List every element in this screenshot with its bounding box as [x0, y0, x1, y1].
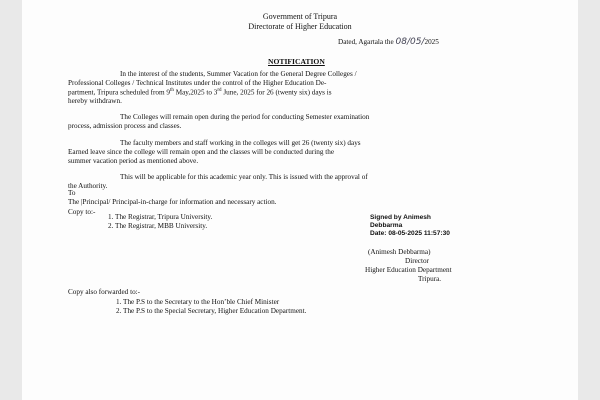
- header-directorate: Directorate of Higher Education: [248, 22, 352, 31]
- para2-line1: The Colleges will remain open during the period for conducting Semester examination: [120, 113, 370, 121]
- date-day: 08: [395, 37, 407, 47]
- date-line: Dated, Agartala the 08/05/2025: [338, 37, 439, 47]
- date-month: 05: [409, 37, 422, 47]
- digital-signature: [370, 214, 450, 238]
- to-label: To: [68, 189, 76, 197]
- para2-line2: process, admission process and classes.: [68, 122, 182, 130]
- copy-forwarded-item-2: 2. The P.S to the Special Secretary, Higher Education Department.: [116, 307, 307, 315]
- signature-line-1: Signed by Animesh: [370, 214, 431, 221]
- copy-forwarded-label: Copy also forwarded to:-: [68, 288, 141, 296]
- copy-forwarded-item-1: 1. The P.S to the Secretary to the Hon’ble Chief Minister: [116, 298, 280, 306]
- copy-to-label: Copy to:-: [68, 208, 96, 216]
- para3-line3: summer vacation period as mentioned above.: [68, 157, 199, 165]
- header-government: Government of Tripura: [262, 12, 338, 21]
- signatory-place: Tripura.: [418, 275, 442, 283]
- para4-line1: This will be applicable for this academic year only. This is issued with the approval of: [120, 173, 368, 181]
- signatory-designation: Director: [405, 257, 429, 265]
- signature-line-2: Debbarma: [370, 222, 403, 229]
- para3-line2: Earned leave since the college will remain open and the classes will be conducted during the: [68, 148, 335, 156]
- para1-line4: hereby withdrawn.: [68, 97, 122, 105]
- para3-line1: The faculty members and staff working in the colleges will get 26 (twenty six) days: [120, 139, 361, 147]
- notification-title: NOTIFICATION: [268, 57, 325, 66]
- para4-line2: the Authority.: [68, 182, 108, 190]
- para1-line2: Professional Colleges / Technical Institutes under the control of the Higher Education De-: [68, 79, 327, 87]
- signatory-department: Higher Education Department: [365, 266, 452, 274]
- document-page: [22, 0, 578, 400]
- copy-to-item-2: 2. The Registrar, MBB University.: [108, 222, 208, 230]
- signature-line-3: Date: 08-05-2025 11:57:30: [370, 230, 450, 237]
- signatory-name: (Animesh Debbarma): [368, 248, 431, 256]
- date-year: 2025: [424, 38, 439, 46]
- to-line: The |Principal/ Principal-in-charge for information and necessary action.: [68, 198, 277, 206]
- para1-line1: In the interest of the students, Summer Vacation for the General Degree Colleges /: [120, 70, 357, 78]
- para1-line3: partment, Tripura scheduled from 9th May,2025 to 3rd June, 2025 for 26 (twenty six) days is: [68, 88, 332, 97]
- copy-to-item-1: 1. The Registrar, Tripura University.: [108, 213, 213, 221]
- date-prefix: Dated, Agartala the: [338, 38, 394, 46]
